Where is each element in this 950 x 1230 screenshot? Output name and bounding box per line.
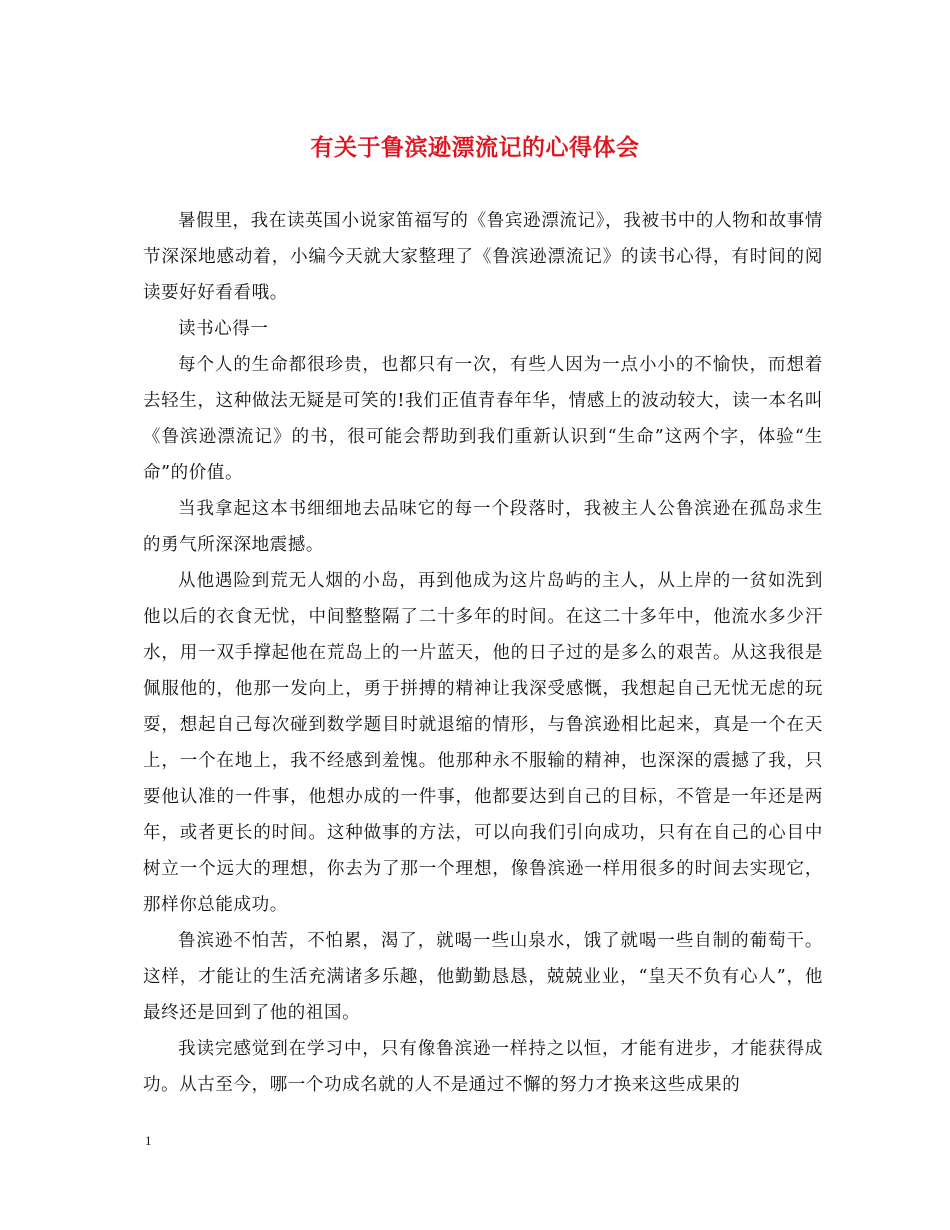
paragraph-intro: 暑假里，我在读英国小说家笛福写的《鲁宾逊漂流记》，我被书中的人物和故事情节深深地感动着，小编今天就大家整理了《鲁滨逊漂流记》的读书心得，有时间的阅读要好好看看哦。 xyxy=(143,211,823,303)
paragraph-conclusion: 我读完感觉到在学习中，只有像鲁滨逊一样持之以恒，才能有进步，才能获得成功。从古至今，哪一个功成名就的人不是通过不懈的努力才换来这些成果的 xyxy=(143,1039,823,1095)
paragraph-hardship: 鲁滨逊不怕苦，不怕累，渴了，就喝一些山泉水，饿了就喝一些自制的葡萄干。这样，才能让的生活充满诸多乐趣，他勤勤恳恳，兢兢业业，“皇天不负有心人”，他最终还是回到了他的祖国。 xyxy=(143,931,823,1023)
paragraph-island: 从他遇险到荒无人烟的小岛，再到他成为这片岛屿的主人，从上岸的一贫如洗到他以后的衣食无忧，中间整整隔了二十多年的时间。在这二十多年中，他流水多少汗水，用一双手撑起他在荒岛上的一片蓝天，他的日子过的是多么的艰苦。从这我很是佩服他的，他那一发向上，勇于拼搏的精神让我深受感慨，我想起自己无忧无虑的玩耍，想起自己每次碰到数学题目时就退缩的情形，与鲁滨逊相比起来，真是一个在天上，一个在地上，我不经感到羞愧。他那种永不服输的精神，也深深的震撼了我，只要他认准的一件事，他想办成的一件事，他都要达到自己的目标，不管是一年还是两年，或者更长的时间。这种做事的方法，可以向我们引向成功，只有在自己的心目中树立一个远大的理想，你去为了那一个理想，像鲁滨逊一样用很多的时间去实现它，那样你总能成功。 xyxy=(143,571,823,915)
paragraph-courage: 当我拿起这本书细细地去品味它的每一个段落时，我被主人公鲁滨逊在孤岛求生的勇气所深深地震撼。 xyxy=(143,499,823,555)
document-title: 有关于鲁滨逊漂流记的心得体会 xyxy=(310,134,640,161)
page-number: 1 xyxy=(145,1133,152,1148)
document-body xyxy=(143,203,823,1103)
paragraph-life: 每个人的生命都很珍贵，也都只有一次，有些人因为一点小小的不愉快，而想着去轻生，这种做法无疑是可笑的!我们正值青春年华，情感上的波动较大，读一本名叫《鲁滨逊漂流记》的书，很可能会帮助到我们重新认识到“生命”这两个字，体验“生命”的价值。 xyxy=(143,355,823,483)
section-heading: 读书心得一 xyxy=(178,319,269,339)
